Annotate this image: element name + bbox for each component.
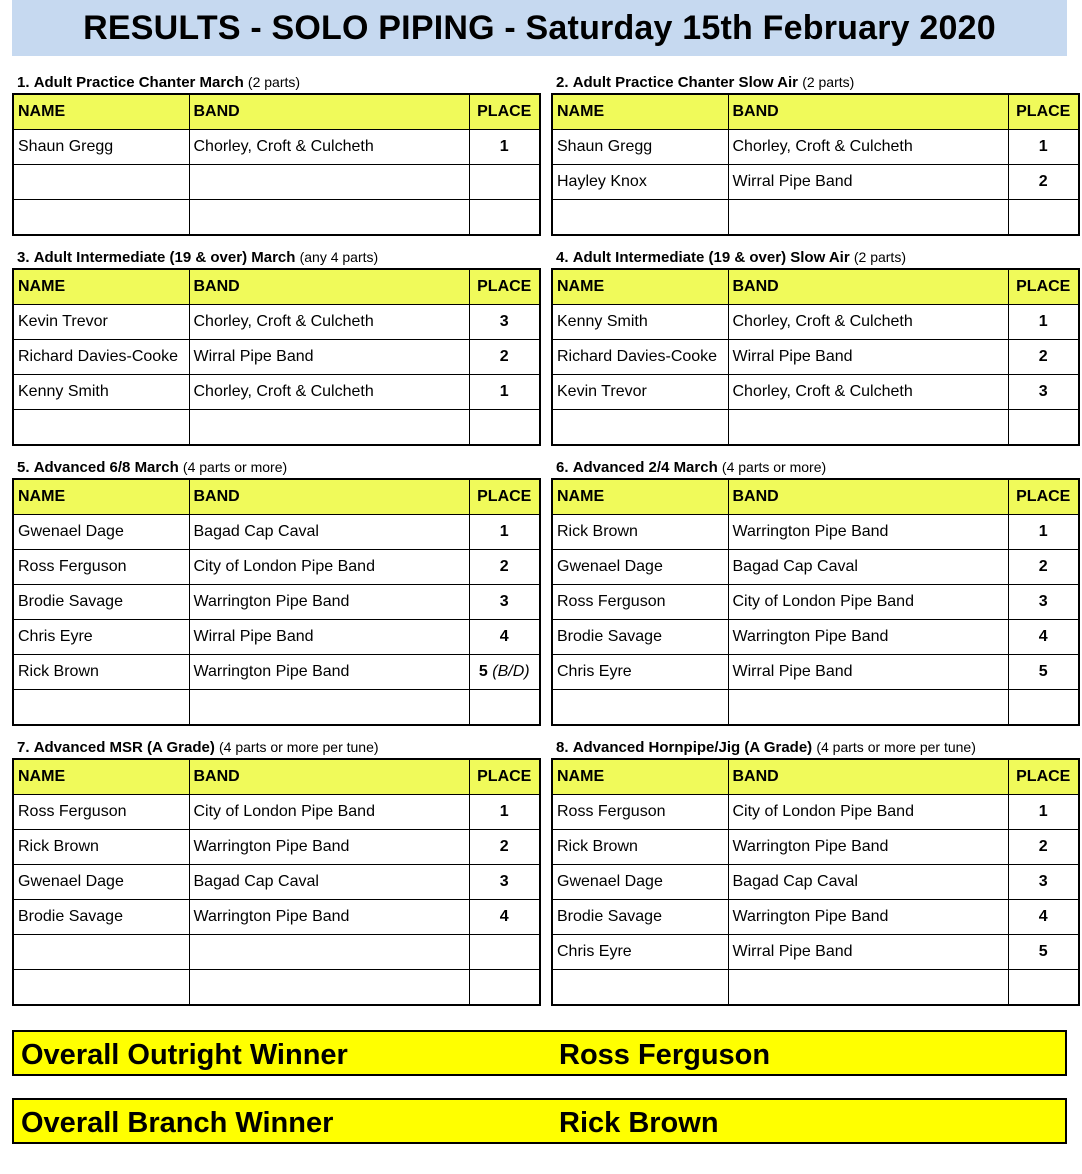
table-row xyxy=(13,620,540,655)
section-heading xyxy=(12,451,539,478)
event-title: Advanced Hornpipe/Jig (A Grade) xyxy=(572,739,813,756)
competitor-name xyxy=(13,200,189,236)
competitor-name: Rick Brown xyxy=(13,655,189,690)
table-row xyxy=(13,130,540,165)
table-row xyxy=(552,655,1079,690)
place-cell xyxy=(1008,515,1079,550)
table-header-row xyxy=(13,759,540,795)
band-name: Wirral Pipe Band xyxy=(728,935,1008,970)
table-row xyxy=(552,130,1079,165)
band-name xyxy=(728,690,1008,726)
section-heading xyxy=(551,66,1078,93)
competitor-name: Chris Eyre xyxy=(552,935,728,970)
table-row xyxy=(13,970,540,1006)
band-name: Warrington Pipe Band xyxy=(189,655,469,690)
band-column-header: BAND xyxy=(189,479,469,515)
place-cell xyxy=(469,970,540,1006)
band-name xyxy=(189,410,469,446)
competitor-name: Shaun Gregg xyxy=(13,130,189,165)
results-table xyxy=(551,268,1080,446)
place-cell xyxy=(1008,620,1079,655)
band-column-header: BAND xyxy=(189,269,469,305)
place-cell xyxy=(1008,410,1079,446)
results-section xyxy=(551,731,1078,1006)
event-title: Advanced 2/4 March xyxy=(572,459,718,476)
results-table xyxy=(551,93,1080,236)
place-cell xyxy=(469,585,540,620)
results-section xyxy=(12,731,539,1006)
band-name xyxy=(189,200,469,236)
band-name: City of London Pipe Band xyxy=(728,585,1008,620)
band-name: City of London Pipe Band xyxy=(189,550,469,585)
band-column-header: BAND xyxy=(189,94,469,130)
competitor-name: Brodie Savage xyxy=(13,585,189,620)
place-value: 3 xyxy=(1038,873,1048,890)
competitor-name: Kenny Smith xyxy=(552,305,728,340)
section-heading xyxy=(12,241,539,268)
place-column-header: PLACE xyxy=(469,94,540,130)
place-cell xyxy=(1008,655,1079,690)
table-row xyxy=(552,165,1079,200)
place-value: 2 xyxy=(499,838,509,855)
place-cell xyxy=(1008,795,1079,830)
place-cell xyxy=(469,655,540,690)
name-column-header: NAME xyxy=(13,269,189,305)
section-number: 7. xyxy=(17,739,30,756)
place-value: 3 xyxy=(499,593,509,610)
table-row xyxy=(13,515,540,550)
competitor-name xyxy=(13,165,189,200)
competitor-name: Gwenael Dage xyxy=(552,550,728,585)
event-note: (2 parts) xyxy=(853,249,906,265)
place-cell xyxy=(469,305,540,340)
table-row xyxy=(552,970,1079,1006)
table-row xyxy=(552,515,1079,550)
competitor-name xyxy=(552,970,728,1006)
place-cell xyxy=(1008,340,1079,375)
table-row xyxy=(552,585,1079,620)
table-row xyxy=(552,865,1079,900)
place-value: 2 xyxy=(499,558,509,575)
place-cell xyxy=(469,550,540,585)
event-note: (2 parts) xyxy=(247,74,301,90)
results-table xyxy=(551,758,1080,1006)
table-row xyxy=(552,550,1079,585)
band-name: Warrington Pipe Band xyxy=(189,585,469,620)
competitor-name: Ross Ferguson xyxy=(552,795,728,830)
band-name: City of London Pipe Band xyxy=(189,795,469,830)
band-name: Warrington Pipe Band xyxy=(189,900,469,935)
event-note: (4 parts or more) xyxy=(721,459,827,475)
table-row xyxy=(552,690,1079,726)
place-value: 1 xyxy=(499,383,509,400)
results-table xyxy=(12,268,541,446)
table-row xyxy=(552,410,1079,446)
place-cell xyxy=(469,865,540,900)
table-row xyxy=(13,165,540,200)
place-cell xyxy=(1008,970,1079,1006)
competitor-name: Richard Davies-Cooke xyxy=(13,340,189,375)
results-table xyxy=(12,93,541,236)
band-name xyxy=(189,690,469,726)
place-cell xyxy=(1008,900,1079,935)
table-row xyxy=(13,200,540,236)
competitor-name: Ross Ferguson xyxy=(552,585,728,620)
band-name: Warrington Pipe Band xyxy=(728,830,1008,865)
band-column-header: BAND xyxy=(728,94,1008,130)
place-cell xyxy=(469,900,540,935)
section-number: 8. xyxy=(556,739,569,756)
band-name: Bagad Cap Caval xyxy=(728,550,1008,585)
table-row xyxy=(13,865,540,900)
band-name: Warrington Pipe Band xyxy=(728,515,1008,550)
place-cell xyxy=(469,340,540,375)
place-cell xyxy=(1008,130,1079,165)
place-cell xyxy=(469,830,540,865)
section-number: 4. xyxy=(556,249,569,266)
table-row xyxy=(552,830,1079,865)
place-column-header: PLACE xyxy=(1008,479,1079,515)
place-value: 2 xyxy=(1038,348,1048,365)
competitor-name: Kenny Smith xyxy=(13,375,189,410)
overall-outright-winner-bar xyxy=(12,1030,1067,1076)
event-note: (4 parts or more per tune) xyxy=(219,739,379,755)
place-value: 5 xyxy=(478,663,488,680)
band-name: Chorley, Croft & Culcheth xyxy=(189,305,469,340)
place-value: 5 xyxy=(1038,943,1048,960)
band-name: City of London Pipe Band xyxy=(728,795,1008,830)
competitor-name xyxy=(552,410,728,446)
competitor-name: Brodie Savage xyxy=(13,900,189,935)
winner-name: Rick Brown xyxy=(559,1107,719,1139)
competitor-name: Rick Brown xyxy=(13,830,189,865)
section-number: 2. xyxy=(556,74,569,91)
place-cell xyxy=(1008,585,1079,620)
competitor-name xyxy=(13,970,189,1006)
competitor-name: Shaun Gregg xyxy=(552,130,728,165)
winner-label: Overall Branch Winner xyxy=(21,1107,334,1139)
name-column-header: NAME xyxy=(13,94,189,130)
band-name xyxy=(189,970,469,1006)
band-name: Bagad Cap Caval xyxy=(189,515,469,550)
table-header-row xyxy=(552,479,1079,515)
title-banner xyxy=(12,0,1067,56)
band-name xyxy=(189,165,469,200)
event-title: Adult Intermediate (19 & over) Slow Air xyxy=(572,249,850,266)
band-name: Chorley, Croft & Culcheth xyxy=(728,375,1008,410)
name-column-header: NAME xyxy=(552,94,728,130)
place-column-header: PLACE xyxy=(1008,759,1079,795)
table-row xyxy=(13,900,540,935)
place-cell xyxy=(469,410,540,446)
competitor-name: Brodie Savage xyxy=(552,620,728,655)
band-name xyxy=(728,970,1008,1006)
section-number: 5. xyxy=(17,459,30,476)
competitor-name: Kevin Trevor xyxy=(13,305,189,340)
place-value: 1 xyxy=(1038,803,1048,820)
results-table xyxy=(551,478,1080,726)
band-name: Wirral Pipe Band xyxy=(189,340,469,375)
section-heading xyxy=(12,731,539,758)
section-number: 3. xyxy=(17,249,30,266)
place-value: 1 xyxy=(1038,523,1048,540)
event-title: Adult Practice Chanter March xyxy=(33,74,244,91)
table-row xyxy=(13,410,540,446)
band-name: Chorley, Croft & Culcheth xyxy=(189,375,469,410)
place-cell xyxy=(1008,200,1079,236)
table-row xyxy=(552,340,1079,375)
place-cell xyxy=(1008,165,1079,200)
section-heading xyxy=(12,66,539,93)
section-heading xyxy=(551,731,1078,758)
event-title: Advanced MSR (A Grade) xyxy=(33,739,215,756)
place-value: 4 xyxy=(1038,908,1048,925)
results-section xyxy=(551,451,1078,726)
results-section xyxy=(12,66,539,236)
winner-label: Overall Outright Winner xyxy=(21,1039,348,1071)
competitor-name xyxy=(13,690,189,726)
results-table xyxy=(12,478,541,726)
place-value: 2 xyxy=(1038,173,1048,190)
competitor-name: Rick Brown xyxy=(552,830,728,865)
event-note: (4 parts or more) xyxy=(182,459,288,475)
competitor-name xyxy=(552,690,728,726)
competitor-name: Richard Davies-Cooke xyxy=(552,340,728,375)
place-value: 2 xyxy=(1038,558,1048,575)
competitor-name xyxy=(552,200,728,236)
event-note: (2 parts) xyxy=(802,74,855,90)
competitor-name: Hayley Knox xyxy=(552,165,728,200)
results-section xyxy=(551,241,1078,446)
table-row xyxy=(13,585,540,620)
place-value: 1 xyxy=(499,803,509,820)
place-cell xyxy=(1008,935,1079,970)
place-value: 3 xyxy=(499,313,509,330)
band-name: Bagad Cap Caval xyxy=(728,865,1008,900)
section-heading xyxy=(551,241,1078,268)
page-title: RESULTS - SOLO PIPING - Saturday 15th February 2020 xyxy=(83,8,996,47)
section-heading xyxy=(551,451,1078,478)
place-column-header: PLACE xyxy=(1008,269,1079,305)
overall-branch-winner-bar xyxy=(12,1098,1067,1144)
event-title: Adult Practice Chanter Slow Air xyxy=(572,74,799,91)
place-value: 1 xyxy=(1038,313,1048,330)
event-title: Advanced 6/8 March xyxy=(33,459,179,476)
table-header-row xyxy=(552,269,1079,305)
place-cell xyxy=(469,690,540,726)
place-value: 1 xyxy=(499,523,509,540)
band-name: Warrington Pipe Band xyxy=(728,900,1008,935)
table-row xyxy=(13,935,540,970)
results-section xyxy=(12,241,539,446)
place-value: 1 xyxy=(1038,138,1048,155)
competitor-name: Gwenael Dage xyxy=(13,865,189,900)
place-cell xyxy=(1008,375,1079,410)
place-value: 4 xyxy=(499,908,509,925)
band-name xyxy=(189,935,469,970)
place-value: 4 xyxy=(1038,628,1048,645)
band-name: Bagad Cap Caval xyxy=(189,865,469,900)
band-name: Wirral Pipe Band xyxy=(728,165,1008,200)
competitor-name: Chris Eyre xyxy=(13,620,189,655)
event-note: (any 4 parts) xyxy=(299,249,379,265)
winner-name: Ross Ferguson xyxy=(559,1039,771,1071)
section-number: 1. xyxy=(17,74,30,91)
table-row xyxy=(552,375,1079,410)
band-name: Wirral Pipe Band xyxy=(728,655,1008,690)
results-table xyxy=(12,758,541,1006)
band-name xyxy=(728,410,1008,446)
name-column-header: NAME xyxy=(13,759,189,795)
band-column-header: BAND xyxy=(728,479,1008,515)
competitor-name: Brodie Savage xyxy=(552,900,728,935)
competitor-name xyxy=(13,410,189,446)
place-column-header: PLACE xyxy=(469,479,540,515)
name-column-header: NAME xyxy=(552,759,728,795)
competitor-name: Rick Brown xyxy=(552,515,728,550)
place-cell xyxy=(469,165,540,200)
place-cell xyxy=(469,375,540,410)
place-value: 2 xyxy=(1038,838,1048,855)
table-header-row xyxy=(13,94,540,130)
results-section xyxy=(551,66,1078,236)
table-row xyxy=(13,830,540,865)
band-name: Wirral Pipe Band xyxy=(728,340,1008,375)
table-header-row xyxy=(552,94,1079,130)
band-column-header: BAND xyxy=(189,759,469,795)
table-row xyxy=(552,795,1079,830)
results-section xyxy=(12,451,539,726)
place-value: 3 xyxy=(1038,383,1048,400)
competitor-name: Ross Ferguson xyxy=(13,550,189,585)
band-name: Warrington Pipe Band xyxy=(189,830,469,865)
section-number: 6. xyxy=(556,459,569,476)
table-row xyxy=(552,200,1079,236)
band-name xyxy=(728,200,1008,236)
competitor-name: Kevin Trevor xyxy=(552,375,728,410)
place-value: 5 xyxy=(1038,663,1048,680)
place-cell xyxy=(1008,550,1079,585)
table-header-row xyxy=(552,759,1079,795)
place-cell xyxy=(1008,865,1079,900)
place-value: 4 xyxy=(499,628,509,645)
table-row xyxy=(552,620,1079,655)
table-header-row xyxy=(13,479,540,515)
competitor-name: Chris Eyre xyxy=(552,655,728,690)
band-name: Warrington Pipe Band xyxy=(728,620,1008,655)
place-cell xyxy=(469,620,540,655)
band-column-header: BAND xyxy=(728,759,1008,795)
table-row xyxy=(552,900,1079,935)
table-row xyxy=(552,935,1079,970)
competitor-name xyxy=(13,935,189,970)
band-name: Wirral Pipe Band xyxy=(189,620,469,655)
table-row xyxy=(552,305,1079,340)
event-note: (4 parts or more per tune) xyxy=(816,739,976,755)
name-column-header: NAME xyxy=(552,269,728,305)
place-column-header: PLACE xyxy=(469,759,540,795)
band-name: Chorley, Croft & Culcheth xyxy=(728,130,1008,165)
name-column-header: NAME xyxy=(552,479,728,515)
place-value: 3 xyxy=(499,873,509,890)
place-cell xyxy=(1008,305,1079,340)
table-row xyxy=(13,340,540,375)
place-cell xyxy=(469,515,540,550)
competitor-name: Gwenael Dage xyxy=(552,865,728,900)
table-row xyxy=(13,795,540,830)
band-name: Chorley, Croft & Culcheth xyxy=(728,305,1008,340)
table-row xyxy=(13,655,540,690)
competitor-name: Ross Ferguson xyxy=(13,795,189,830)
place-cell xyxy=(1008,830,1079,865)
table-header-row xyxy=(13,269,540,305)
band-name: Chorley, Croft & Culcheth xyxy=(189,130,469,165)
band-column-header: BAND xyxy=(728,269,1008,305)
table-row xyxy=(13,375,540,410)
place-value: 2 xyxy=(499,348,509,365)
event-title: Adult Intermediate (19 & over) March xyxy=(33,249,296,266)
place-note: (B/D) xyxy=(492,663,530,680)
table-row xyxy=(13,690,540,726)
place-cell xyxy=(469,130,540,165)
place-cell xyxy=(469,935,540,970)
table-row xyxy=(13,550,540,585)
place-cell xyxy=(469,795,540,830)
table-row xyxy=(13,305,540,340)
place-cell xyxy=(469,200,540,236)
place-value: 3 xyxy=(1038,593,1048,610)
place-column-header: PLACE xyxy=(1008,94,1079,130)
place-cell xyxy=(1008,690,1079,726)
place-value: 1 xyxy=(499,138,509,155)
name-column-header: NAME xyxy=(13,479,189,515)
place-column-header: PLACE xyxy=(469,269,540,305)
competitor-name: Gwenael Dage xyxy=(13,515,189,550)
